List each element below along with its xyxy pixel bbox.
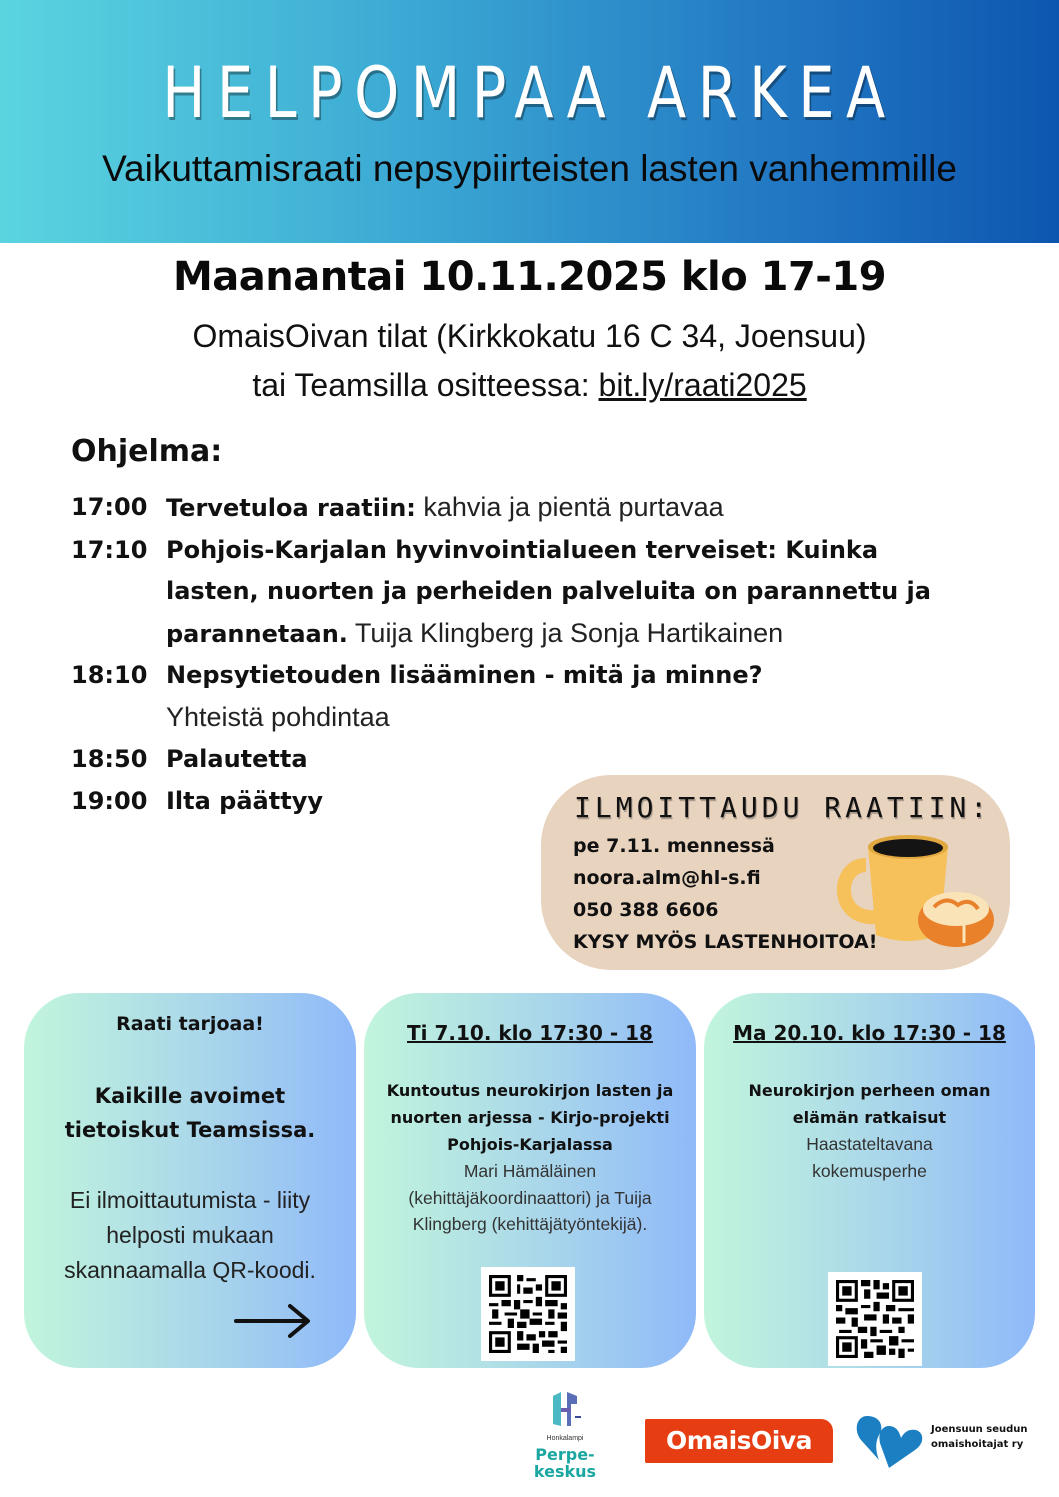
info-card-session-2: [704, 993, 1035, 1368]
qr-code-graphic: [836, 1280, 914, 1358]
program-title: Pohjois-Karjalan hyvinvointialueen terveiset: Kuinka lasten, nuorten ja perheiden palveluita on parannettu ja parannetaan.: [166, 535, 931, 648]
poster-title: HELPOMPAA ARKEA: [162, 52, 897, 134]
program-time: 17:00: [71, 493, 148, 521]
event-online: [0, 367, 1059, 404]
program-heading: Ohjelma:: [71, 434, 223, 469]
poster-subtitle: Vaikuttamisraati nepsypiirteisten lasten vanhemmille: [102, 148, 957, 189]
registration-childcare-note: KYSY MYÖS LASTENHOITOA!: [573, 931, 878, 953]
program-detail: kahvia ja pientä purtavaa: [415, 492, 724, 522]
program-list: [71, 487, 941, 822]
registration-deadline: pe 7.11. mennessä: [573, 835, 775, 857]
program-time: 17:10: [71, 535, 148, 564]
perpe-keskus-line2: keskus: [533, 1462, 597, 1481]
honkalampi-name: Honkalampi: [546, 1435, 584, 1442]
card-text: Ei ilmoittautumista - liity helposti mukaan skannaamalla QR-koodi.: [64, 1187, 316, 1283]
card-heading: Raati tarjoaa!: [116, 1013, 264, 1035]
qr-code-icon[interactable]: [828, 1272, 922, 1366]
event-date: Maanantai 10.11.2025 klo 17-19: [172, 254, 887, 300]
perpe-keskus-line1: Perpe-: [535, 1445, 595, 1464]
session-speakers: Mari Hämäläinen (kehittäjäkoordinaattori) ja Tuija Klingberg (kehittäjätyöntekijä).: [408, 1161, 652, 1234]
registration-box: [541, 775, 1010, 970]
info-card-teams: [24, 993, 356, 1368]
joensuu-line1: Joensuun seudun: [931, 1424, 1028, 1435]
program-time: 18:10: [71, 661, 148, 689]
teams-link[interactable]: bit.ly/raati2025: [598, 367, 807, 403]
session-topic: Kuntoutus neurokirjon lasten ja nuorten arjessa - Kirjo-projekti Pohjois-Karjalassa: [386, 1081, 674, 1154]
omaisoiva-logo: OmaisOiva: [645, 1419, 833, 1463]
online-prefix: tai Teamsilla ositteessa:: [252, 367, 599, 403]
registration-title: ILMOITTAUDU RAATIIN:: [574, 791, 992, 824]
arrow-right-icon: [234, 1303, 312, 1339]
joensuu-omaishoitajat-logo: [855, 1412, 1035, 1472]
coffee-bun-icon: [836, 825, 996, 955]
session-topic: Neurokirjon perheen oman elämän ratkaisut: [748, 1081, 991, 1127]
program-title: Palautetta: [166, 745, 308, 773]
qr-code-icon[interactable]: [481, 1267, 575, 1361]
event-place: OmaisOivan tilat (Kirkkokatu 16 C 34, Joensuu): [192, 318, 867, 354]
header-banner: [0, 0, 1059, 243]
program-detail: Yhteistä pohdintaa: [166, 701, 390, 732]
session-date: Ti 7.10. klo 17:30 - 18: [407, 1021, 653, 1045]
program-title: Nepsytietouden lisääminen - mitä ja minne?: [166, 661, 763, 689]
qr-code-graphic: [489, 1275, 567, 1353]
registration-email[interactable]: noora.alm@hl-s.fi: [573, 867, 761, 889]
program-time: 19:00: [71, 786, 148, 815]
joensuu-line2: omaishoitajat ry: [931, 1439, 1024, 1450]
program-detail: Tuija Klingberg ja Sonja Hartikainen: [347, 617, 784, 648]
card-bold-text: Kaikille avoimet tietoiskut Teamsissa.: [64, 1084, 316, 1142]
honkalampi-logo: [530, 1390, 600, 1485]
honkalampi-h-icon: [545, 1390, 585, 1428]
program-time: 18:50: [71, 745, 148, 773]
registration-phone[interactable]: 050 388 6606: [573, 899, 719, 921]
program-item: [71, 530, 941, 656]
program-item: [71, 487, 941, 530]
info-card-session-1: [364, 993, 696, 1368]
program-title: Tervetuloa raatiin:: [166, 494, 416, 522]
session-date: Ma 20.10. klo 17:30 - 18: [733, 1021, 1006, 1045]
session-guests: Haastateltavana kokemusperhe: [806, 1134, 933, 1181]
program-title: Ilta päättyy: [166, 786, 323, 815]
hearts-icon: [855, 1412, 927, 1470]
program-item: [71, 655, 941, 739]
